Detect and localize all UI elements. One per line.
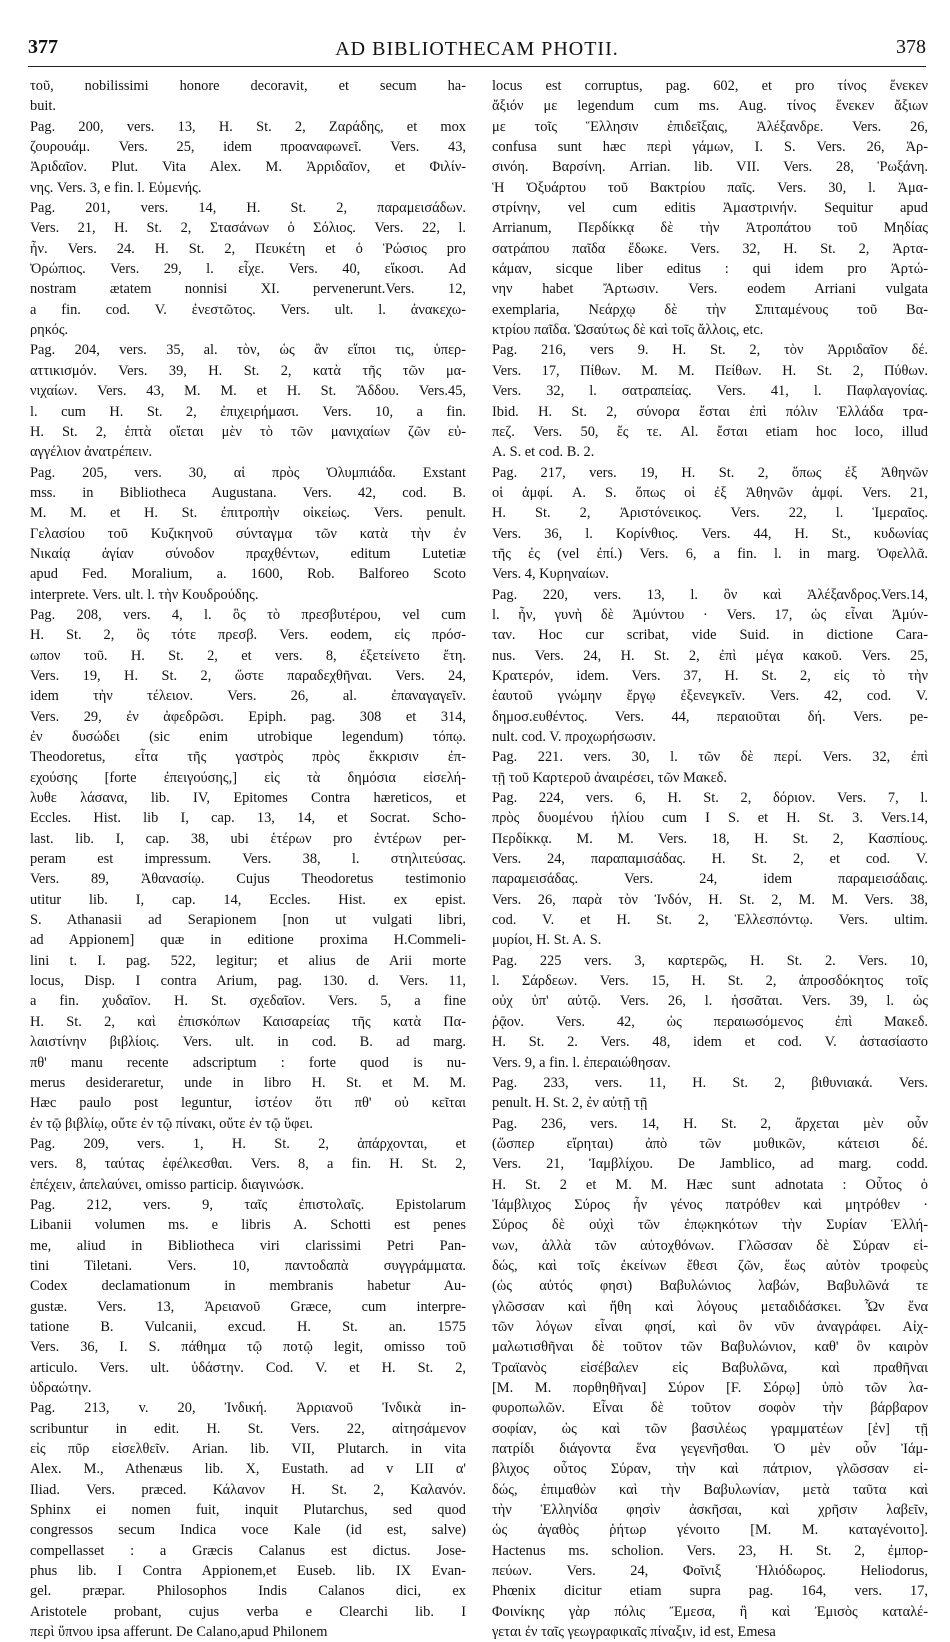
text-line: πατρίδι διάγοντα ἕνα γεγενῆσθαι. Ὁ μὲν οὖν Ἰάμ- bbox=[492, 1441, 928, 1458]
text-line: A. S. et cod. B. 2. bbox=[492, 444, 595, 461]
text-line: vers. 8, ταύτας ἐφέλκεσθαι. Vers. 8, a fin. H. St. 2, bbox=[30, 1156, 466, 1173]
text-line: Ὀρώπιος. Vers. 29, l. εἶχε. Vers. 40, εἴκοσι. Ad bbox=[30, 261, 466, 278]
text-line: a fin. χυδαῖον. H. St. σχεδαῖον. Vers. 5, a fine bbox=[30, 993, 466, 1010]
text-line: Φοινίκης γὰρ πόλις Ἔμεσα, ἢ καὶ Ἐμισὸς καταλέ- bbox=[492, 1603, 928, 1620]
text-line: νην habet Ἄρτωσιν. Vers. eodem Arriani vulgata bbox=[492, 281, 928, 298]
text-line: apud Fed. Moralium, a. 1600, Rob. Balforeo Scoto bbox=[30, 566, 466, 583]
text-line: δώς, καὶ τοῖς ἐκείνων ἔθεσι ζῶν, ἕως αὐτὸν τροφεὺς bbox=[492, 1257, 928, 1274]
text-line: ἦν. Vers. 24. H. St. 2, Πευκέτη et ὁ Ῥώσιος pro bbox=[30, 240, 466, 257]
text-line: penult. H. St. 2, ἐν αὐτῇ τῇ bbox=[492, 1095, 648, 1112]
text-line: Pag. 220, vers. 13, l. ὃν καὶ Ἀλέξανδρος.Vers.14, bbox=[492, 586, 928, 603]
text-line: nult. cod. V. προχωρήσωσιν. bbox=[492, 729, 656, 745]
text-line: νης. Vers. 3, e fin. l. Εὐμενής. bbox=[30, 179, 202, 196]
text-line: lini t. I. pag. 522, legitur; et alius de Arii morte bbox=[30, 952, 466, 969]
text-line: tatione B. Vulcanii, excud. H. St. an. 1575 bbox=[30, 1318, 466, 1335]
text-line: ἐν τῷ βιβλίῳ, οὔτε ἐν τῷ πίνακι, οὔτε ἐν τῷ ὕφει. bbox=[30, 1115, 313, 1132]
text-line: σατράπου παῖδα ἔδωκε. Vers. 32, H. St. 2, Ἀρτα- bbox=[492, 240, 928, 257]
text-line: peram est impressum. Vers. 38, l. στηλιτεύσας. bbox=[30, 851, 466, 868]
text-line: ἑαυτοῦ γνώμην ἔργῳ ἐξενεγκεῖν. Vers. 42, cod. V. bbox=[492, 688, 928, 705]
text-line: gustæ. Vers. 13, Ἀρειανοῦ Græce, cum interpre- bbox=[30, 1298, 466, 1315]
text-line: Ἰάμβλιχος Σύρος ἦν γένος πατρόθεν καὶ μητρόθεν · bbox=[492, 1196, 928, 1213]
text-line: Vers. 36, I. S. πάθημα τῷ ποτῷ legit, omisso τοῦ bbox=[30, 1339, 466, 1356]
text-line: Sphinx ei nomen fuit, inquit Plutarchus, sed quod bbox=[30, 1502, 466, 1519]
text-line: a fin. cod. V. ἐνεστῶτος. Vers. ult. l. ἀνακεχω- bbox=[30, 301, 466, 318]
text-line: λυθε λάσανα, lib. IV, Epitomes Contra hæreticos, et bbox=[30, 790, 466, 807]
text-line: Σύρος δὲ οὐχὶ τῶν ἐπῳκηκότων τὴν Συρίαν Ἑλλή- bbox=[492, 1217, 928, 1234]
text-line: Pag. 209, vers. 1, H. St. 2, ἀπάρχονται, et bbox=[30, 1135, 466, 1152]
text-line: εἰς πῦρ εἰσελθεῖν. Arian. lib. VII, Plutarch. in vita bbox=[30, 1441, 466, 1458]
text-line: H. St. 2, ἑπτὰ οἴεται μὲν τὸ τῶν μανιχαίων ζῶν εὐ- bbox=[30, 423, 466, 440]
text-line: στρίνην, vel cum editis Ἀμαστρινήν. Sequitur apud bbox=[492, 200, 928, 217]
text-line: Pag. 201, vers. 14, H. St. 2, παραμεισάδων. bbox=[30, 200, 466, 217]
text-line: πεύων. Vers. 24, Φοῖνιξ Ἡλιόδωρος. Heliodorus, bbox=[492, 1563, 928, 1580]
text-line: δώς, ἐπιμαθὼν καὶ τὴν Βαβυλωνίαν, μετὰ ταῦτα καὶ bbox=[492, 1481, 928, 1498]
text-line: buit. bbox=[30, 98, 56, 115]
text-line: νιχαίων. Vers. 43, M. M. et H. St. Ἄδδου. Vers.45, bbox=[30, 383, 466, 400]
text-line: τῶν λόγων εἶναι φησί, καὶ ὃν νῦν ἀναγράφει. Αἰχ- bbox=[492, 1318, 928, 1335]
text-line: Pag. 204, vers. 35, al. τὸν, ὡς ἂν εἴποι τις, ὑπερ- bbox=[30, 342, 466, 359]
text-line: παραμεισάδας. Vers. 24, idem παραμεισάδαις. bbox=[492, 871, 928, 888]
running-title: AD BIBLIOTHECAM PHOTII. bbox=[335, 38, 619, 60]
text-line: Pag. 205, vers. 30, αἱ πρὸς Ὀλυμπιάδα. Exstant bbox=[30, 464, 466, 481]
text-line: Ἀριδαῖον. Plut. Vita Alex. M. Ἀρριδαῖον, et Φιλίν- bbox=[30, 159, 466, 176]
text-line: Κρατερόν, idem. Vers. 37, H. St. 2, εἰς τὸ τὴν bbox=[492, 667, 928, 684]
text-line: idem τὴν τέλειον. Vers. 26, al. ἐπαναγαγεῖν. bbox=[30, 688, 466, 705]
text-line: Hactenus ms. scholion. Vers. 23, H. St. 2, ἐμπορ- bbox=[492, 1542, 928, 1559]
text-line: Vers. 9, a fin. l. ἐπεραιώθησαν. bbox=[492, 1054, 671, 1071]
text-line: κτρίου παῖδα. Ὡσαύτως δὲ καὶ τοῖς ἄλλοις, etc. bbox=[492, 322, 764, 339]
text-line: Pag. 213, v. 20, Ἰνδική. Ἀρριανοῦ Ἰνδικὰ in- bbox=[30, 1400, 466, 1417]
text-line: exemplaria, Νεάρχῳ δὲ τὴν Σπιταμένους τοῦ Βα- bbox=[492, 301, 928, 318]
left-page-number: 377 bbox=[28, 36, 58, 58]
text-line: οἱ ἀμφί. A. S. ὅπως οἱ ἐξ Ἀθηνῶν ἀμφί. Vers. 21, bbox=[492, 484, 928, 501]
text-line: Vers. 17, Πίθων. M. M. Πείθων. H. St. 2, Πύθων. bbox=[492, 362, 928, 379]
text-line: Νικαίᾳ ἁγίαν σύνοδον πραχθέντων, editum Lutetiæ bbox=[30, 545, 466, 562]
text-line: Eccles. Hist. lib I, cap. 13, 14, et Socrat. Scho- bbox=[30, 810, 466, 827]
text-line: αττικισμόν. Vers. 39, H. St. 2, κατὰ τῆς τῶν μα- bbox=[30, 362, 466, 379]
text-line: αγγέλιον ἀνατρέπειν. bbox=[30, 444, 153, 461]
text-line: Arrianum, Περδίκκᾳ δὲ τὴν Ἀτροπάτου τοῦ Μηδίας bbox=[492, 220, 928, 237]
text-line: γεται ἐν ταῖς γεωγραφικαῖς πίναξιν, id est, Emesa bbox=[492, 1624, 776, 1641]
text-line: ταν. Hoc cur scribat, vide Suid. in dictione Cara- bbox=[492, 627, 928, 644]
text-line: interprete. Vers. ult. l. τὴν Κουδρούδης. bbox=[30, 586, 259, 603]
text-line: articulo. Vers. ult. ὑδάστην. Cod. V. et H. St. 2, bbox=[30, 1359, 466, 1376]
text-line: H. St. 2, ὃς τότε πρεσβ. Vers. eodem, εἰς πρόσ- bbox=[30, 627, 466, 644]
text-line: Pag. 224, vers. 6, H. St. 2, δόριον. Vers. 7, l. bbox=[492, 790, 928, 807]
text-line: confusa sunt hæc περὶ γάμων, I. S. Vers. 26, Ἀρ- bbox=[492, 139, 928, 156]
text-line: Hæc paulo post leguntur, ἰστέον ὅτι πθ' οὐ κεῖται bbox=[30, 1095, 466, 1112]
text-line: Theodoretus, εἶτα τῆς γαστρὸς πρὸς ἔκκρισιν ἐπ- bbox=[30, 749, 466, 766]
text-line: μυρίοι, H. St. A. S. bbox=[492, 932, 602, 949]
text-line: Phœnix dicitur etiam supra pag. 164, vers. 17, bbox=[492, 1583, 928, 1600]
text-line: Vers. 19, H. St. 2, ὥστε παραδεχθῆναι. Vers. 24, bbox=[30, 667, 466, 684]
text-line: (ὥσπερ εἴρηται) ἀπὸ τῶν μυθικῶν, κάτεισι δέ. bbox=[492, 1135, 928, 1152]
left-column bbox=[30, 76, 466, 1641]
text-line: compellasset : a Græcis Calanus est dictus. Jose- bbox=[30, 1542, 466, 1559]
text-line: H. St. 2, καὶ ἐπισκόπων Καισαρείας τῆς κατὰ Πα- bbox=[30, 1013, 466, 1030]
text-line: τῇ τοῦ Καρτεροῦ ἀναιρέσει, τῶν Μακεδ. bbox=[492, 769, 728, 786]
text-line: Τραϊανὸς εἰσέβαλεν εἰς Βαβυλῶνα, καὶ πραθῆναι bbox=[492, 1359, 928, 1376]
text-line: περὶ ὕπνου ipsa afferunt. De Calano,apud Philonem bbox=[30, 1624, 328, 1641]
text-line: Pag. 216, vers 9. H. St. 2, τὸν Ἀρριδαῖον δέ. bbox=[492, 342, 928, 359]
text-line: ἐπέχειν, ἀπελαύνει, omisso particip. διαγινώσκ. bbox=[30, 1176, 304, 1193]
text-line: λαιστίνην βιβλίοις. Vers. ult. in cod. B. ad marg. bbox=[30, 1034, 466, 1051]
text-line: locus est corruptus, pag. 602, et pro τίνος ἕνεκεν bbox=[492, 78, 928, 94]
text-line: κάμαν, sicque liber editus : qui idem pro Ἀρτώ- bbox=[492, 261, 928, 278]
text-line: l. ἦν, γυνὴ δὲ Ἀμύντου · Vers. 17, ὡς εἶναι Ἀμύν- bbox=[492, 606, 928, 623]
text-line: φυροπωλῶν. Εἶναι δὲ τοῦτον σοφὸν τὴν βάρβαρον bbox=[492, 1400, 928, 1417]
text-line: Pag. 221. vers. 30, l. τῶν δὲ περί. Vers. 32, ἐπὶ bbox=[492, 749, 928, 766]
text-line: Pag. 208, vers. 4, l. ὃς τὸ πρεσβυτέρου, vel cum bbox=[30, 606, 466, 623]
text-line: τῆς ἐς (vel ἐπί.) Vers. 6, a fin. l. in marg. Ὀφελλᾶ. bbox=[492, 545, 928, 562]
text-line: Vers. 21, Ἰαμβλίχου. De Jamblico, ad marg. codd. bbox=[492, 1156, 928, 1173]
text-line: τοῦ, nobilissimi honore decoravit, et secum ha- bbox=[30, 78, 466, 94]
text-line: ωπον τοῦ. H. St. 2, et vers. 8, ἐξετείνετο ἔτη. bbox=[30, 647, 466, 664]
text-line: ζουρουάμ. Vers. 25, idem προαναφωνεῖ. Vers. 43, bbox=[30, 139, 466, 156]
text-line: Vers. 26, παρὰ τὸν Ἰνδόν, H. St. 2, M. M. Vers. 38, bbox=[492, 891, 928, 908]
text-line: νων, ἀλλὰ τῶν αὐτοχθόνων. Γλῶσσαν δὲ Σύραν εἰ- bbox=[492, 1237, 928, 1254]
text-line: Vers. 24, παραπαμισάδας. H. St. 2, et cod. V. bbox=[492, 851, 928, 868]
text-line: σινόη. Βαρσίνη. Arrian. lib. VII. Vers. 28, Ῥωξάνη. bbox=[492, 159, 928, 176]
text-line: phus lib. I Contra Appionem,et Euseb. lib. IX Evan- bbox=[30, 1563, 466, 1580]
text-line: l. Σάρδεων. Vers. 15, H. St. 2, ἀπροσδόκητος τοῖς bbox=[492, 973, 928, 990]
text-line: Pag. 233, vers. 11, H. St. 2, βιθυνιακά. Vers. bbox=[492, 1074, 928, 1091]
text-line: Ibid. H. St. 2, σύνορα ἔσται ἐπὶ πόλιν Ἑλλάδα τρα- bbox=[492, 403, 928, 420]
text-line: (ὡς αὐτός φησι) Βαβυλώνιος λαβών, Βαβυλῶνά τε bbox=[492, 1278, 928, 1295]
text-line: Vers. 4, Κυρηναίων. bbox=[492, 566, 609, 583]
text-line: merus desideraretur, unde in libro H. St. et M. M. bbox=[30, 1074, 466, 1091]
text-line: Pag. 200, vers. 13, H. St. 2, Ζαράδης, et mox bbox=[30, 118, 466, 135]
text-line: δημοσ.ευθέντος. Vers. 44, περαιοῦται δή. Vers. pe- bbox=[492, 708, 928, 725]
text-line: nus. Vers. 24, H. St. 2, ἐπὶ μέγα κακοῦ. Vers. 25, bbox=[492, 647, 928, 664]
text-line: ἄξιόν με legendum cum ms. Aug. τίνος ἕνεκεν ἄξιων bbox=[492, 98, 928, 115]
text-line: ῥᾷον. Vers. 42, ὡς περαιωσόμενος ἐπὶ Μακεδ. bbox=[492, 1013, 928, 1030]
text-line: congressos secum Indica voce Kale (id est, salve) bbox=[30, 1522, 466, 1539]
text-line: Vers. 29, ἐν ἀφεδρῶσι. Epiph. pag. 308 et 314, bbox=[30, 708, 466, 725]
text-line: mss. in Bibliotheca Augustana. Vers. 42, cod. B. bbox=[30, 484, 466, 501]
text-line: πεζ. Vers. 50, ἕς τε. Al. ἔσται etiam hoc loco, illud bbox=[492, 423, 928, 440]
text-line: tini Tiletani. Vers. 10, παντοδαπὰ συγγράμματα. bbox=[30, 1257, 466, 1274]
text-line: Vers. 32, l. σατραπείας. Vers. 41, l. Παφλαγονίας. bbox=[492, 383, 928, 400]
text-line: Alex. M., Athenæus lib. X, Eustath. ad v LII α' bbox=[30, 1461, 466, 1478]
text-line: me, aliud in Bibliotheca viri clarissimi Petri Pan- bbox=[30, 1237, 466, 1254]
page-header bbox=[28, 36, 926, 67]
text-line: Περδίκκᾳ. M. M. Vers. 18, H. St. 2, Κασπίους. bbox=[492, 830, 928, 847]
text-line: Pag. 236, vers. 14, H. St. 2, ἄρχεται μὲν οὖν bbox=[492, 1115, 928, 1132]
text-line: Γελασίου τοῦ Κυζικηνοῦ σύνταγμα τῶν κατὰ τὴν ἐν bbox=[30, 525, 466, 542]
text-line: [M. M. πορθηθῆναι] Σύρον [F. Σόρῳ] ὑπὸ τῶν λα- bbox=[492, 1380, 928, 1396]
text-line: ἐν δυσώδει (sic enim utrobique legendum) τόπῳ. bbox=[30, 729, 466, 745]
text-line: Aristotele probant, cujus verba e Clearchi lib. I bbox=[30, 1603, 466, 1620]
text-line: τὴν Ἑλληνίδα φησὶν ἀσκῆσαι, καὶ χρῆσιν λαβεῖν, bbox=[492, 1502, 928, 1519]
text-line: Pag. 212, vers. 9, ταῖς ἐπιστολαῖς. Epistolarum bbox=[30, 1196, 466, 1213]
text-line: Vers. 89, Ἀθανασίῳ. Cujus Theodoretus testimonio bbox=[30, 871, 466, 888]
text-line: gel. præpar. Philosophos Indis Calanos dici, ex bbox=[30, 1583, 466, 1600]
text-line: H. St. 2. Vers. 48, idem et cod. V. ἀστασίαστο bbox=[492, 1034, 928, 1051]
text-line: H. St. 2 et M. M. Hæc sunt adnotata : Οὗτος ὁ bbox=[492, 1176, 928, 1193]
text-line: Libanii volumen ms. e libris A. Schotti est penes bbox=[30, 1217, 466, 1234]
text-line: Ἡ Ὀξυάρτου τοῦ Βακτρίου παῖς. Vers. 30, l. Ἀμα- bbox=[492, 179, 928, 196]
text-line: οὐχ ὑπ' αὐτῷ. Vers. 26, l. ἡσσᾶται. Vers. 39, l. ὡς bbox=[492, 993, 928, 1010]
text-line: ad Appionem] quæ in editione proxima H.Commeli- bbox=[30, 932, 466, 949]
text-line: με τοῖς Ἕλλησιν ἐπιδεῖξαις, Ἀλέξανδρε. Vers. 26, bbox=[492, 118, 928, 135]
text-line: S. Athanasii ad Serapionem [non ut vulgati libri, bbox=[30, 912, 466, 929]
text-line: σοφίαν, ὡς καὶ τῶν βασιλέως γραμματέων [ἐν] τῇ bbox=[492, 1420, 928, 1437]
text-line: ρηκός. bbox=[30, 322, 69, 339]
text-line: ὑδραώτην. bbox=[30, 1380, 92, 1396]
text-line: scribuntur in edit. H. St. Vers. 22, αἰτησάμενον bbox=[30, 1420, 466, 1437]
text-line: nostram ætatem nonnisi XI. pervenerunt.Vers. 12, bbox=[30, 281, 466, 298]
text-line: Vers. 21, H. St. 2, Στασάνων ὁ Σόλιος. Vers. 22, l. bbox=[30, 220, 466, 237]
text-line: Iliad. Vers. præced. Κάλανον H. St. 2, Καλανόν. bbox=[30, 1481, 466, 1498]
right-column bbox=[492, 76, 928, 1641]
text-line: ὡς ἀγαθὸς ῥήτωρ γένοιτο [M. M. καταγένοιτο]. bbox=[492, 1522, 928, 1539]
text-line: last. lib. I, cap. 38, ubi ἑτέρων pro ἐντέρων per- bbox=[30, 830, 466, 847]
text-line: Vers. 36, l. Κορίνθιος. Vers. 44, H. St., κυδωνίας bbox=[492, 525, 928, 542]
text-line: μαλωτισθῆναι δὲ τοῦτον τῶν Βαβυλώνιον, καθ' ὃν καιρὸν bbox=[492, 1339, 928, 1356]
text-line: l. cum H. St. 2, ἐπιχειρήμασι. Vers. 10, a fin. bbox=[30, 403, 466, 420]
text-line: βλιχος οὗτος Σύραν, τὴν καὶ πάτριον, γλῶσσαν εἰ- bbox=[492, 1461, 928, 1478]
text-line: Pag. 225 vers. 3, καρτερῶς, H. St. 2. Vers. 10, bbox=[492, 952, 928, 969]
text-line: M. M. et H. St. ἐπιτροπὴν οἰκείως. Vers. penult. bbox=[30, 505, 466, 522]
text-line: cod. V. et H. St. 2, Ἑλλεσπόντῳ. Vers. ultim. bbox=[492, 912, 928, 929]
text-line: Pag. 217, vers. 19, H. St. 2, ὅπως ἐξ Ἀθηνῶν bbox=[492, 464, 928, 481]
text-line: πθ' manu recente adscriptum : forte quod is nu- bbox=[30, 1054, 466, 1071]
text-line: Codex declamationum in membranis habetur Au- bbox=[30, 1278, 466, 1295]
text-line: locus, Disp. I contra Arium, pag. 130. d. Vers. 11, bbox=[30, 973, 466, 990]
text-line: πρὸς δυομένου ἡλίου cum I S. et H. St. 3. Vers.14, bbox=[492, 810, 928, 827]
text-line: εχούσης [forte ἐπειγούσης,] εἰς τὰ δημόσια εἰσελή- bbox=[30, 769, 466, 786]
text-line: utitur lib. I, cap. 14, Eccles. Hist. ex epist. bbox=[30, 891, 466, 908]
text-line: γλῶσσαν καὶ ἤθη καὶ λόγους μεταδιδάσκει. Ὧν ἕνα bbox=[492, 1298, 928, 1315]
right-page-number: 378 bbox=[896, 36, 926, 58]
text-line: H. St. 2, Ἀριστόνεικος. Vers. 22, l. Ἱμεραῖος. bbox=[492, 505, 928, 522]
